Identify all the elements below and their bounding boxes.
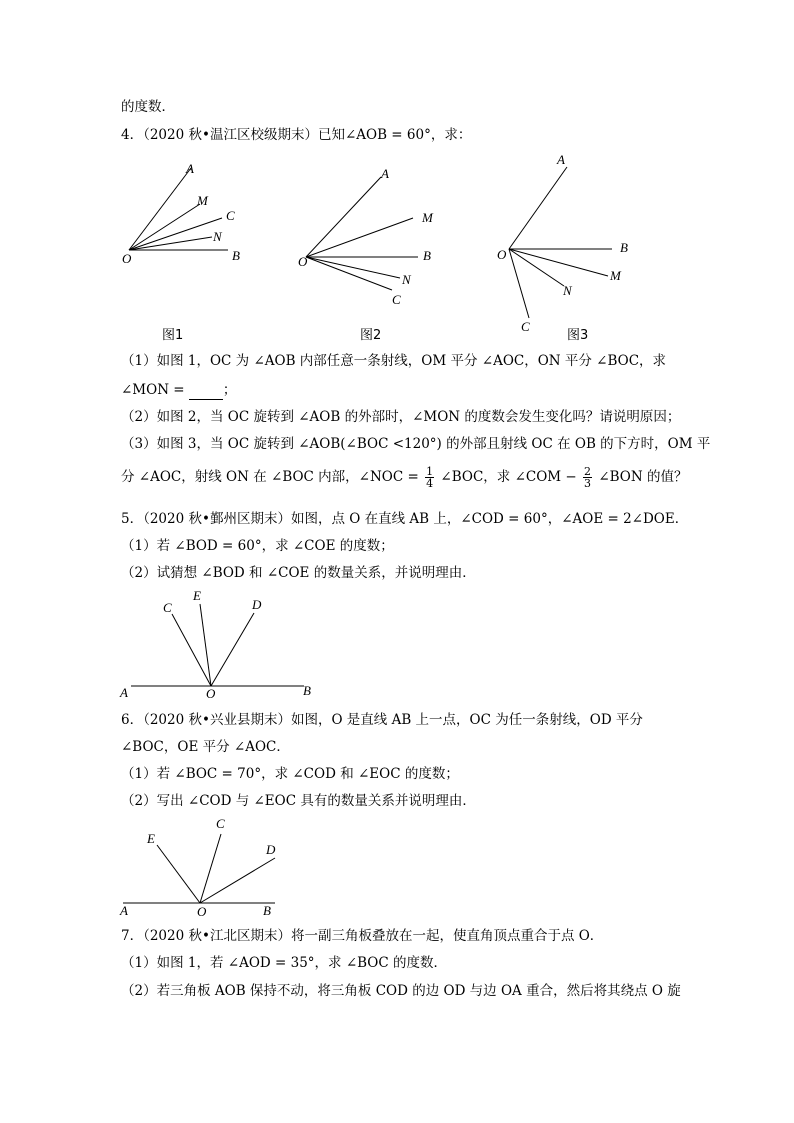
fraction-denominator: 4 (426, 477, 434, 490)
fig1-label-o: O (122, 251, 132, 266)
fraction-numerator: 1 (426, 465, 434, 478)
fig1-label-m: M (197, 193, 208, 208)
fig1-label-b: B (232, 248, 240, 263)
semicolon: ； (222, 382, 237, 398)
fig1-ray-om (129, 204, 200, 250)
question-6-part-2: （2）写出 ∠COD 与 ∠EOC 具有的数量关系并说明理由． (121, 793, 476, 809)
fig3-label-o: O (497, 247, 507, 262)
question-6-title-cont: ∠BOC，OE 平分 ∠AOC． (121, 739, 290, 755)
question-7-part-1: （1）如图 1，若 ∠AOD = 35°，求 ∠BOC 的度数． (121, 955, 447, 971)
fig5-label-e: E (193, 588, 201, 603)
fig6-ray-oe (157, 845, 200, 903)
fig3-caption: 图3 (567, 328, 589, 343)
fig3-ray-on (509, 249, 564, 286)
fig3-ray-oc (509, 249, 529, 318)
text-line: 的度数． (121, 99, 175, 115)
fig5-label-d: D (252, 597, 262, 612)
fig2-label-n: N (402, 272, 411, 287)
fig2-label-b: B (423, 248, 431, 263)
fig2-label-m: M (422, 210, 433, 225)
fig5-ray-oe (200, 604, 211, 686)
q4-3-end: ∠BON 的值？ (598, 469, 688, 485)
fig6-label-a: A (120, 903, 128, 918)
fig2-label-c: C (392, 292, 401, 307)
fraction-numerator: 2 (584, 465, 592, 478)
answer-blank (189, 385, 223, 400)
fig6-label-d: D (266, 842, 276, 857)
fig2-label-o: O (298, 254, 308, 269)
fig3-ray-om (509, 249, 608, 276)
fraction-one-quarter (425, 466, 434, 489)
fig5-label-b: B (303, 683, 311, 698)
fig5-ray-od (211, 613, 254, 686)
question-4-part-3-cont (121, 466, 687, 489)
fig5-label-c: C (163, 600, 172, 615)
fig5-label-o: O (206, 686, 216, 701)
question-7-title: 7．（2020 秋•江北区期末）将一副三角板叠放在一起，使直角顶点重合于点 O． (121, 928, 604, 944)
fig6-label-c: C (216, 816, 225, 831)
question-6-title: 6．（2020 秋•兴业县期末）如图，O 是直线 AB 上一点，OC 为任一条射线，OD 平分 (121, 712, 643, 728)
q4-3-mid: ∠BOC，求 ∠COM − (440, 469, 577, 485)
question-5-part-2: （2）试猜想 ∠BOD 和 ∠COE 的数量关系，并说明理由． (121, 565, 476, 581)
fig3-label-m: M (610, 268, 621, 283)
question-4-part-1: （1）如图 1，OC 为 ∠AOB 内部任意一条射线，OM 平分 ∠AOC，ON 平分 ∠BOC，求 (121, 353, 667, 369)
fig1-label-c: C (226, 208, 235, 223)
fig2-ray-oa (306, 177, 381, 257)
fig6-label-e: E (147, 831, 155, 846)
fig1-ray-oc (129, 218, 222, 250)
fig1-label-a: A (186, 161, 194, 176)
fig6-label-b: B (263, 903, 271, 918)
fraction-denominator: 3 (584, 477, 592, 490)
question-5-part-1: （1）若 ∠BOD = 60°，求 ∠COE 的度数； (121, 538, 394, 554)
fig1-ray-on (129, 237, 212, 250)
q4-3-pre: 分 ∠AOC，射线 ON 在 ∠BOC 内部，∠NOC = (121, 469, 419, 485)
question-4-part-1-answer-line (121, 380, 236, 400)
fig6-label-o: O (197, 904, 207, 919)
question-4-part-2: （2）如图 2，当 OC 旋转到 ∠AOB 的外部时，∠MON 的度数会发生变化吗？请说明原因； (121, 409, 681, 425)
fig3-ray-oa (509, 167, 567, 249)
fig1-ray-oa (129, 168, 191, 250)
question-6-part-1: （1）若 ∠BOC = 70°，求 ∠COD 和 ∠EOC 的度数； (121, 766, 459, 782)
fig5-label-a: A (120, 685, 128, 700)
question-5-title: 5．（2020 秋•鄞州区期末）如图，点 O 在直线 AB 上，∠COD = 60°，∠AOE = 2∠DOE． (121, 511, 689, 527)
fig3-label-n: N (563, 283, 572, 298)
question-4-part-3: （3）如图 3，当 OC 旋转到 ∠AOB(∠BOC <120°) 的外部且射线 OC 在 OB 的下方时，OM 平 (121, 436, 711, 452)
fig3-label-a: A (557, 152, 565, 167)
fig3-label-c: C (521, 319, 530, 334)
fig1-label-n: N (213, 229, 222, 244)
fig3-label-b: B (620, 240, 628, 255)
fig5-ray-oc (172, 614, 211, 686)
question-7-part-2: （2）若三角板 AOB 保持不动，将三角板 COD 的边 OD 与边 OA 重合，然后将其绕点 O 旋 (121, 983, 681, 999)
fig2-label-a: A (381, 166, 389, 181)
fig2-caption: 图2 (360, 328, 382, 343)
mon-label: ∠MON = (121, 382, 185, 398)
fraction-two-thirds (583, 466, 592, 489)
fig1-caption: 图1 (162, 328, 184, 343)
fig2-ray-om (306, 218, 413, 257)
question-4-title: 4．（2020 秋•温江区校级期末）已知∠AOB = 60°，求： (121, 127, 472, 143)
